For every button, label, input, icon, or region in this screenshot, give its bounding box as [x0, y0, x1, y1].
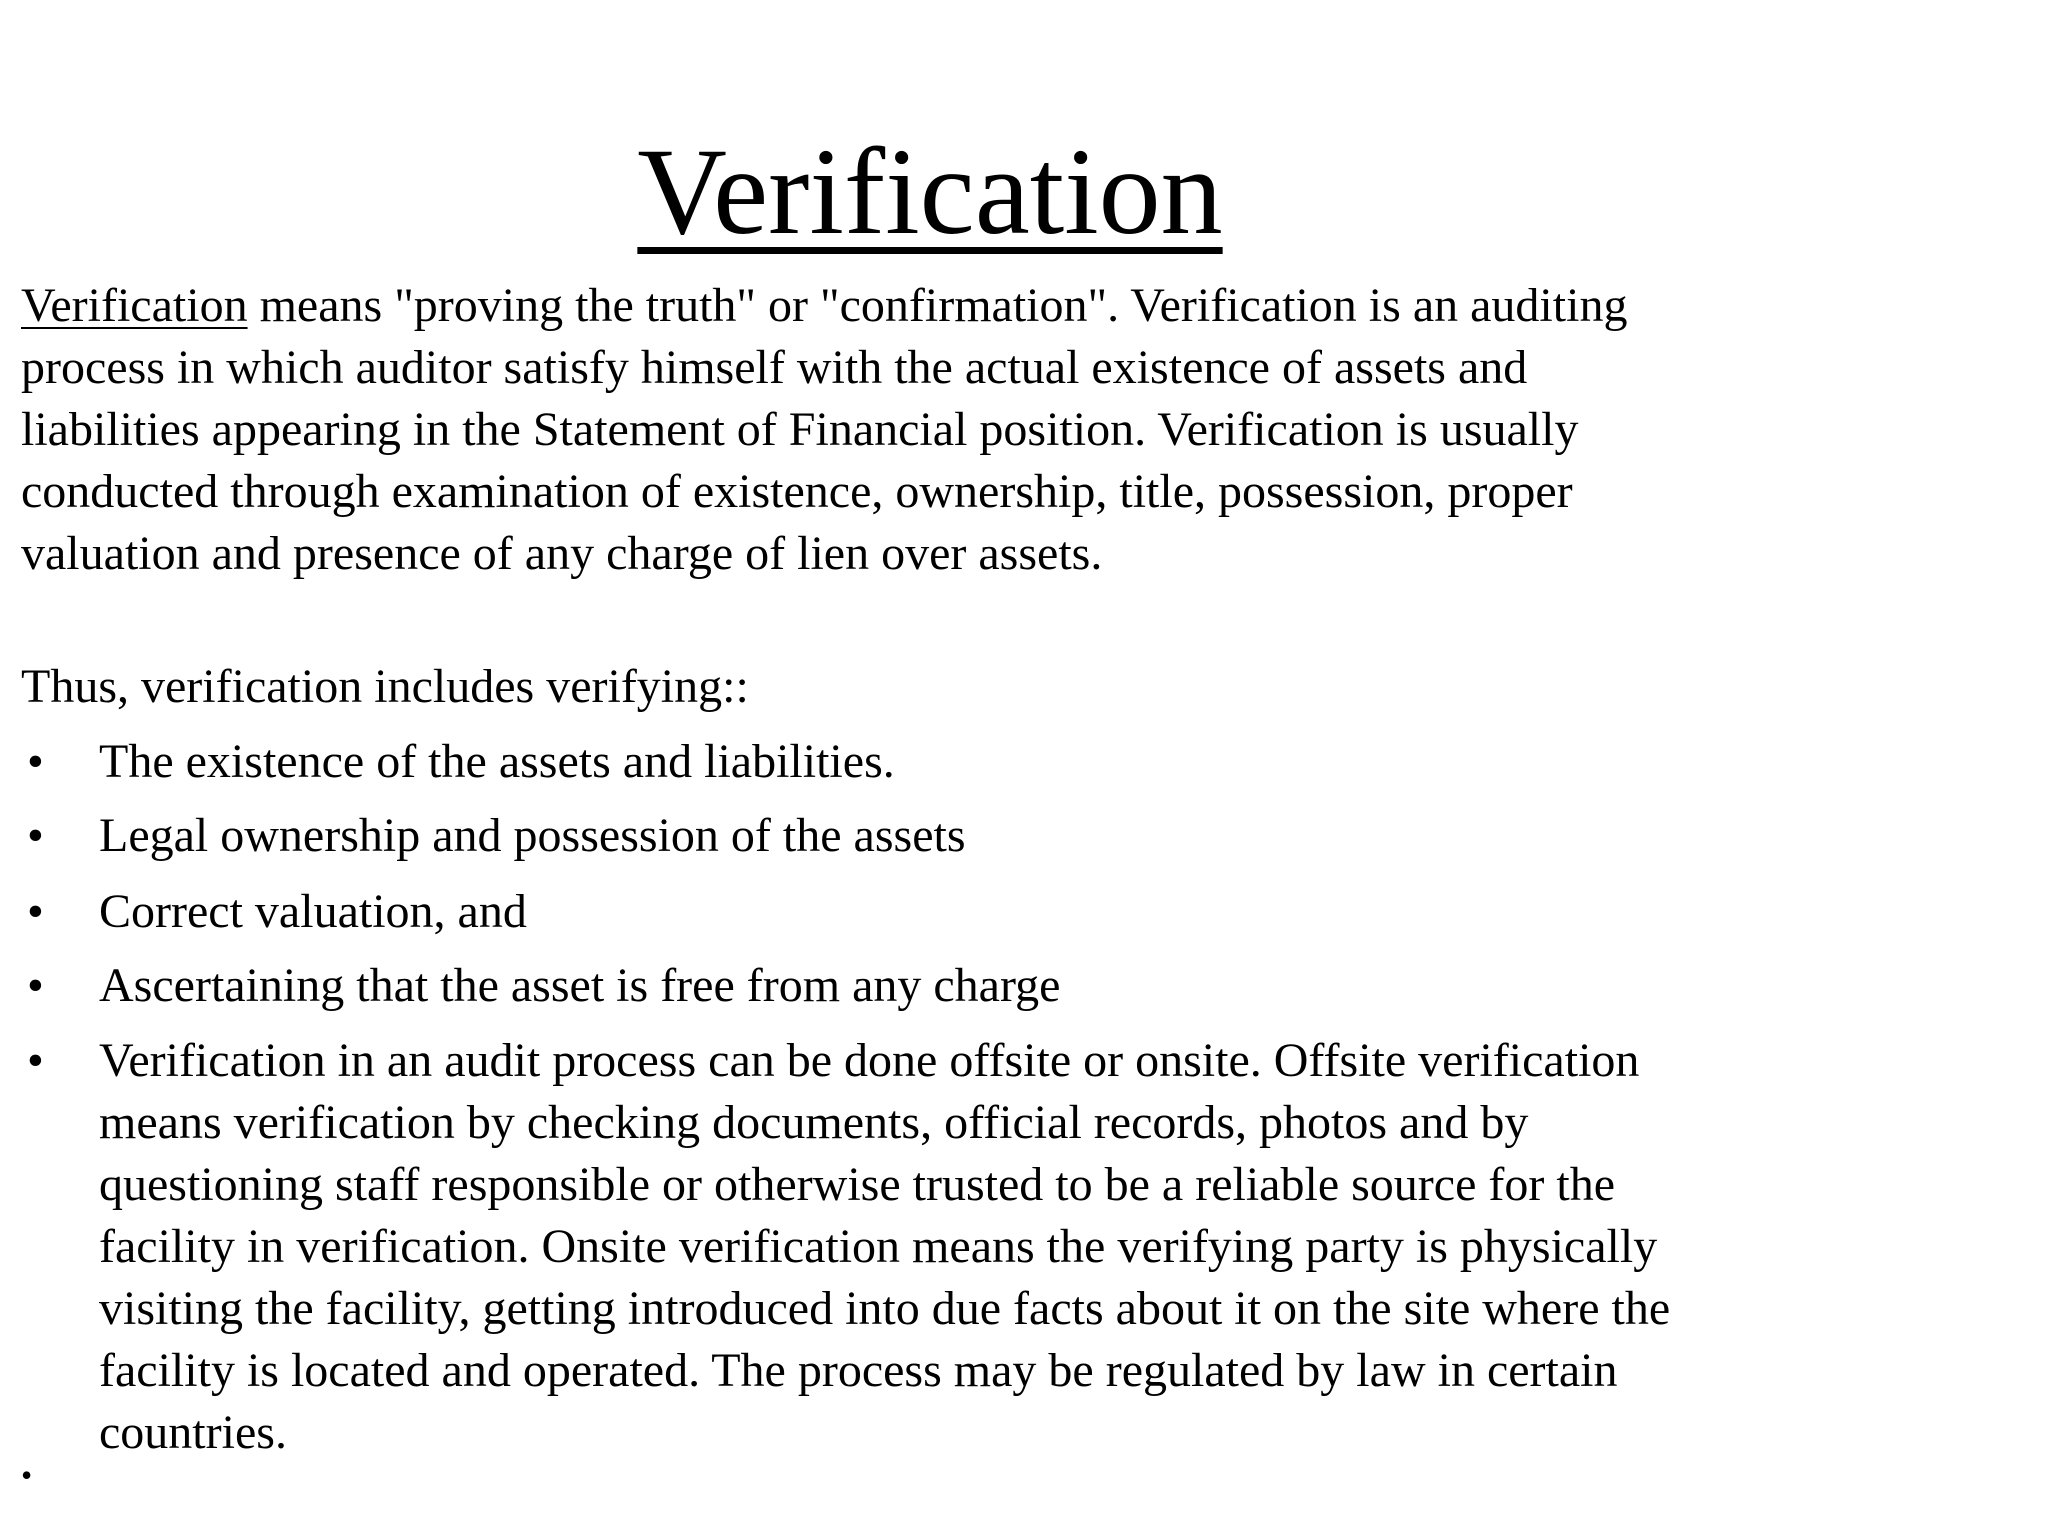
- slide-title: [0, 123, 1860, 260]
- bullet-item: Legal ownership and possession of the assets: [99, 809, 966, 862]
- bullet-icon: •: [27, 809, 44, 862]
- bullet-item-line: questioning staff responsible or otherwise trusted to be a reliable source for the: [99, 1158, 1616, 1211]
- bullet-item-line: facility in verification. Onsite verification means the verifying party is physically: [99, 1220, 1658, 1273]
- bullet-icon: •: [27, 1034, 44, 1087]
- bullet-item-line: means verification by checking documents, official records, photos and by: [99, 1096, 1529, 1149]
- bullet-icon: •: [27, 959, 44, 1012]
- empty-bullet-icon: •: [21, 1457, 33, 1493]
- intro-line: liabilities appearing in the Statement of Financial position. Verification is usually: [21, 403, 1579, 456]
- bullet-item-line: countries.: [99, 1406, 287, 1459]
- intro-line: process in which auditor satisfy himself with the actual existence of assets and: [21, 341, 1528, 394]
- bullet-item-line: visiting the facility, getting introduced into due facts about it on the site where the: [99, 1282, 1671, 1335]
- bullet-item: Ascertaining that the asset is free from any charge: [99, 959, 1061, 1012]
- bullet-item-line: Verification in an audit process can be done offsite or onsite. Offsite verification: [99, 1034, 1640, 1087]
- intro-line: valuation and presence of any charge of lien over assets.: [21, 527, 1103, 580]
- bullet-item: Correct valuation, and: [99, 885, 527, 938]
- slide-title-text: Verification: [637, 123, 1223, 260]
- bullet-item: The existence of the assets and liabilities.: [99, 735, 895, 788]
- bullet-icon: •: [27, 885, 44, 938]
- list-heading: Thus, verification includes verifying::: [21, 660, 749, 713]
- intro-term: Verification: [21, 279, 248, 332]
- intro-line: [21, 275, 1627, 337]
- intro-text: means "proving the truth" or "confirmation". Verification is an auditing: [247, 279, 1628, 332]
- bullet-icon: •: [27, 735, 44, 788]
- bullet-item-line: facility is located and operated. The process may be regulated by law in certain: [99, 1344, 1618, 1397]
- intro-line: conducted through examination of existence, ownership, title, possession, proper: [21, 465, 1573, 518]
